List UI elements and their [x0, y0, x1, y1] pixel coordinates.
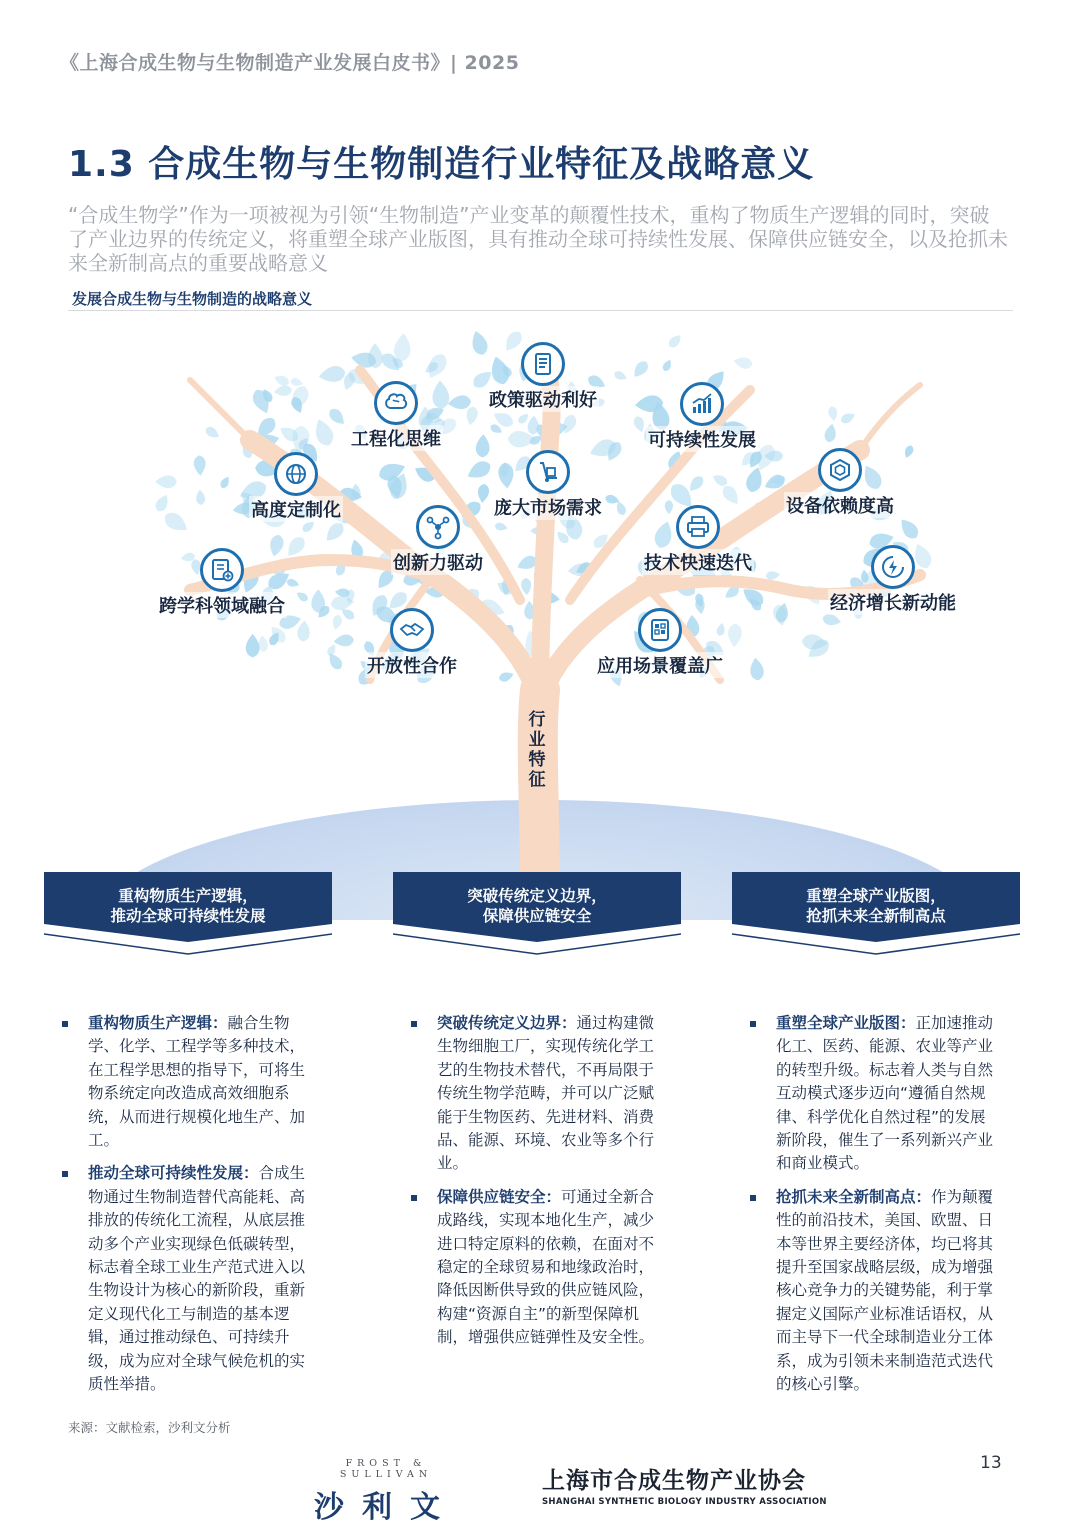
feature-node [793, 545, 993, 615]
frost-logo-cn: 沙利文 [314, 1490, 458, 1525]
feature-node [122, 548, 322, 618]
globe-icon [274, 452, 318, 496]
source-note: 来源：文献检索，沙利文分析 [68, 1420, 231, 1435]
leaf [686, 474, 706, 495]
feature-node-label: 开放性合作 [365, 652, 459, 678]
figure-title: 发展合成生物与生物制造的战略意义 [72, 290, 313, 308]
card-header-line-2: 保障供应链安全 [482, 907, 592, 925]
card-bullet [88, 1162, 312, 1396]
hexagon-icon [818, 448, 862, 492]
feature-node-label: 创新力驱动 [391, 549, 485, 575]
feature-node-label: 应用场景覆盖广 [595, 652, 725, 678]
bullet-text: 通过构建微生物细胞工厂，实现传统化学工艺的生物技术替代，不再局限于传统生物学范畴，并可以广泛赋能于生物医药、先进材料、消费品、能源、环境、农业等多个行业。 [437, 1014, 655, 1173]
frost-logo-en: FROST & SULLIVAN [339, 1458, 433, 1480]
bullet-title: 抢抓未来全新制高点： [776, 1187, 932, 1206]
frost-sullivan-logo [300, 1458, 472, 1526]
card-industry-landscape [732, 872, 1020, 1394]
figure-divider [68, 310, 1013, 311]
bullet-text: 融合生物学、化学、工程学等多种技术，在工程学思想的指导下，可将生物系统定向改造成高效细胞系统，从而进行规模化地生产、加工。 [88, 1014, 306, 1150]
feature-node-label: 高度定制化 [249, 496, 343, 522]
leaf [297, 620, 311, 642]
leaf [827, 406, 838, 422]
bullet-text: 正加速推动化工、医药、能源、农业等产业的转型升级。标志着人类与自然互动模式逐步迈向“遵循自然规律、科学优化自然过程”的发展新阶段，催生了一系列新兴产业和商业模式。 [776, 1014, 994, 1173]
card-header [44, 872, 332, 964]
bullet-title: 重塑全球产业版图： [776, 1014, 916, 1032]
feature-node-label: 政策驱动利好 [487, 386, 599, 412]
feature-node [312, 608, 512, 678]
card-sustainability [44, 872, 332, 1394]
feature-node-label: 可持续性发展 [646, 426, 758, 452]
document-icon [521, 342, 565, 386]
card-bullet [776, 1186, 1000, 1397]
document-header: 《上海合成生物与生物制造产业发展白皮书》| 2025 [60, 52, 520, 74]
bullet-title: 推动全球可持续性发展： [88, 1164, 259, 1183]
leaf [153, 492, 171, 513]
bullet-title: 重构物质生产逻辑： [88, 1014, 228, 1032]
feature-node-label: 庞大市场需求 [492, 494, 604, 520]
card-bullet-list [44, 1012, 332, 1407]
association-logo [542, 1462, 827, 1507]
leaf [204, 425, 222, 441]
feature-node-label: 工程化思维 [349, 425, 443, 451]
feature-node [296, 381, 496, 451]
leaf [246, 634, 260, 657]
card-bullet [437, 1012, 661, 1176]
association-name-cn: 上海市合成生物产业协会 [542, 1468, 806, 1494]
leaf [521, 578, 532, 596]
leaf [823, 423, 837, 443]
card-supply-chain [393, 872, 681, 1347]
energy-icon [871, 545, 915, 589]
bullet-title: 保障供应链安全： [437, 1187, 562, 1206]
leaf [161, 509, 191, 536]
leaf [711, 472, 730, 488]
card-header [393, 872, 681, 964]
feature-node-label: 技术快速迭代 [642, 549, 754, 575]
card-header-line-2: 抢抓未来全新制高点 [806, 907, 946, 925]
card-header [732, 872, 1020, 964]
card-bullet [437, 1186, 661, 1350]
bullet-text: 可通过全新合成路线，实现本地化生产，减少进口特定原料的依赖，在面对不稳定的全球贸易和地缘政治时，降低因断供导致的供应链风险，构建“资源自主”的新型保障机制，增强供应链弹性及安全性。 [437, 1187, 655, 1347]
feature-node [560, 608, 760, 678]
card-header-line-1: 重构物质生产逻辑， [118, 887, 258, 905]
leaf [839, 410, 857, 425]
card-bullet [88, 1012, 312, 1152]
brain-icon [374, 381, 418, 425]
leaf [155, 475, 176, 488]
intro-paragraph: “合成生物学”作为一项被视为引领“生物制造”产业变革的颠覆性技术，重构了物质生产逻辑的同时，突破了产业边界的传统定义，将重塑全球产业版图，具有推动全球可持续性发展、保障供应链安全，以及抢抓未来全新制高点的重要战略意义 [68, 203, 1008, 275]
printer-icon [676, 505, 720, 549]
feature-node [602, 382, 802, 452]
feature-node-label: 跨学科领域融合 [157, 592, 287, 618]
section-title: 1.3 合成生物与生物制造行业特征及战略意义 [68, 144, 815, 185]
trunk-label: 行业特征 [528, 710, 546, 790]
bullet-title: 突破传统定义边界： [437, 1014, 577, 1032]
tablet-icon [638, 608, 682, 652]
leaf [393, 333, 412, 362]
card-bullet-list [732, 1012, 1020, 1407]
association-name-en: SHANGHAI SYNTHETIC BIOLOGY INDUSTRY ASSOCIATION [542, 1497, 827, 1507]
bullet-text: 合成生物通过生物制造替代高能耗、高排放的传统化工流程，从底层推动多个产业实现绿色低碳转型，标志着全球工业生产范式进入以生物设计为核心的新阶段，重新定义现代化工与制造的基本逻辑，通过推动绿色、可持续升级，成为应对全球气候危机的实质性举措。 [88, 1164, 306, 1394]
card-header-text [732, 886, 1020, 926]
hand-truck-icon [526, 450, 570, 494]
card-header-line-1: 突破传统定义边界， [467, 887, 607, 905]
feature-node-label: 设备依赖度高 [784, 492, 896, 518]
leaf [733, 355, 754, 370]
feature-node [598, 505, 798, 575]
growth-chart-icon [680, 382, 724, 426]
feature-node [338, 505, 538, 575]
leaf [273, 384, 292, 397]
card-header-text [44, 886, 332, 926]
card-bullet [776, 1012, 1000, 1176]
handshake-icon [390, 608, 434, 652]
leaf [896, 515, 921, 542]
leaf [661, 358, 673, 373]
network-icon [416, 505, 460, 549]
page-number: 13 [980, 1453, 1002, 1473]
checklist-icon [200, 548, 244, 592]
leaf [273, 373, 291, 388]
feature-node-label: 经济增长新动能 [828, 589, 958, 615]
card-bullet-list [393, 1012, 681, 1360]
card-header-text [393, 886, 681, 926]
leaf [666, 332, 684, 350]
card-header-line-1: 重塑全球产业版图， [806, 887, 946, 905]
card-header-line-2: 推动全球可持续性发展 [110, 907, 266, 925]
bullet-text: 作为颠覆性的前沿技术，美国、欧盟、日本等世界主要经济体，均已将其提升至国家战略层级，成为增强核心竞争力的关键势能，利于掌握定义国际产业标准话语权，从而主导下一代全球制造业分工体系，成为引领未来制造范式迭代的核心引擎。 [776, 1187, 994, 1394]
